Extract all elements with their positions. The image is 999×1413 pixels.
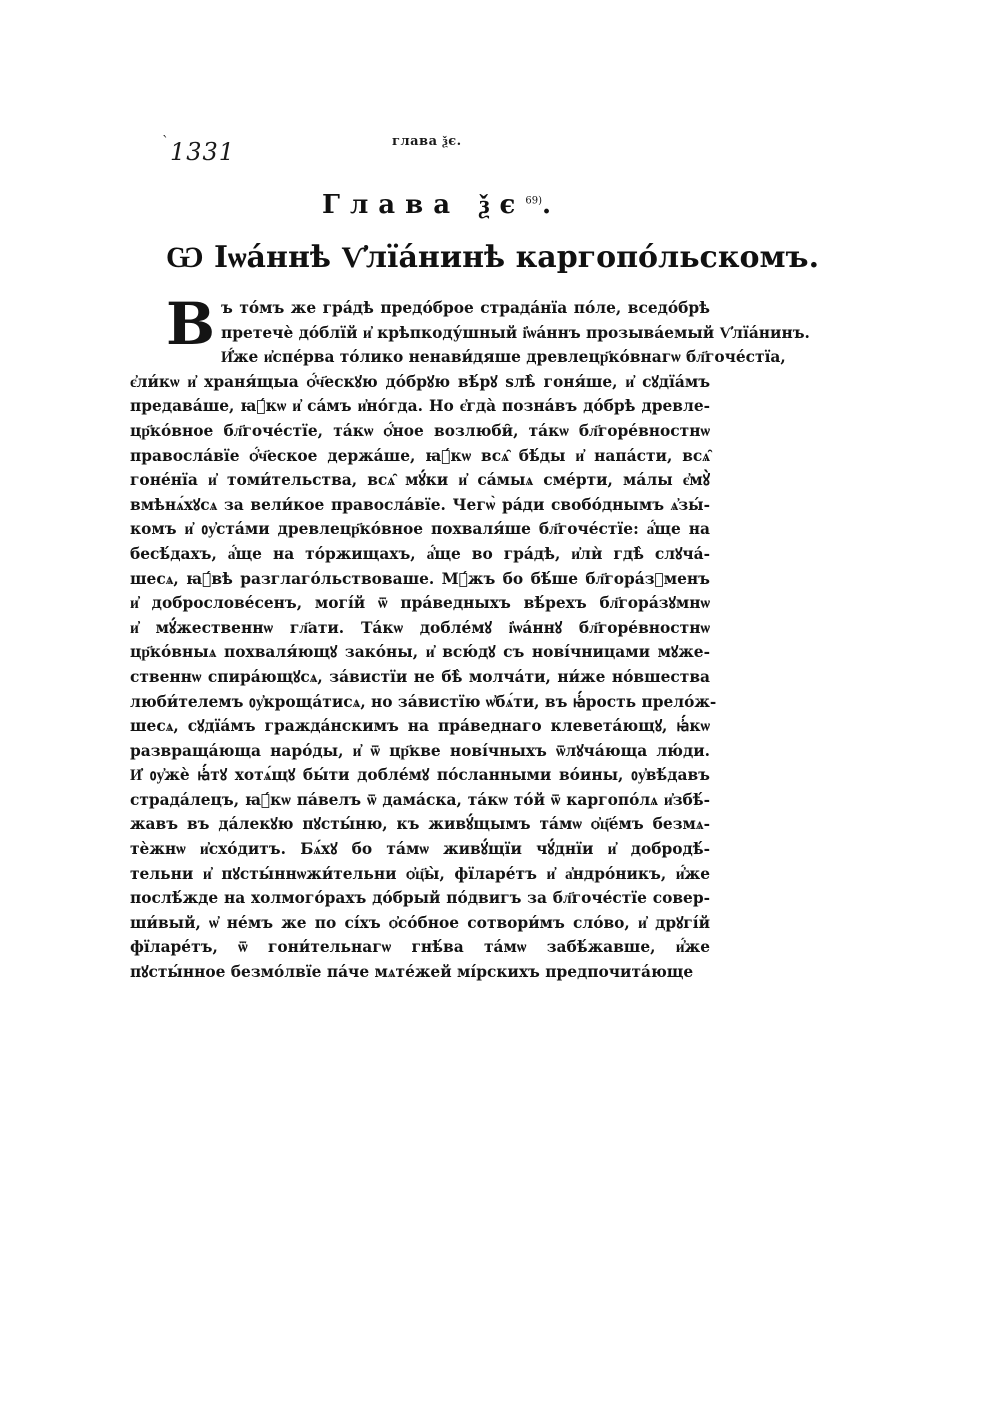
body-line: цр҃ко́вныѧ похваля́ющꙋ зако́ны, и҆ всю́дꙋ съ нові́чницами мꙋже- xyxy=(130,643,710,662)
page-number-value: 1331 xyxy=(170,138,236,166)
body-line: ши́вый, ѡ҆ не́мъ же по сі́хъ ѻ҆со́бное сотвори́мъ сло́во, и҆ дрꙋгі́й xyxy=(130,913,710,932)
drop-cap: В xyxy=(166,290,216,358)
body-line: правосла́вїе ѻ҆́ч҃еское держа́ше, ꙗ҆́кѡ всѧ̑ бѣ́ды и҆ напа́сти, всѧ̑ xyxy=(130,446,710,465)
chapter-heading-closing: . xyxy=(542,190,562,220)
page-number xyxy=(162,134,236,166)
chapter-heading xyxy=(322,190,561,220)
body-line: шесѧ, сꙋдїа́мъ гражда́нскимъ на пра́веднаго клевета́ющꙋ, ꙗ҆́кѡ xyxy=(130,717,710,736)
chapter-heading-text: Глава ѯє xyxy=(322,190,526,220)
body-line: претечѐ до́блїй и҆ крѣпкоду́шный і҆ѡа́ннъ прозыва́емый Ѵ҆лїа́нинъ. xyxy=(221,323,810,342)
body-line: цр҃ко́вное бл҃гоче́стїе, та́кѡ ѻ҆́ное возлюби̑, та́кѡ бл҃горе́вностнѡ xyxy=(130,421,710,440)
body-line: тельни и҆ пꙋсты́ннѡжи́тельни ѻ҆ц҃ы̀, фїларе́тъ и҆ а҆ндро́никъ, и҆́же xyxy=(130,864,710,883)
running-head: глава ѯє. xyxy=(392,134,462,149)
body-line: развраща́юща наро́ды, и҆ ѿ цр҃кве нові́чныхъ ѿлꙋча́юща лю́ди. xyxy=(130,741,710,760)
body-line: гоне́нїа и҆ томи́тельства, всѧ̑ мꙋ́ки и҆ са́мыѧ сме́рти, ма́лы є҆мꙋ̀ xyxy=(130,471,710,490)
body-line: бесѣ́дахъ, а҆́ще на то́ржищахъ, а҆́ще во гра́дѣ, и҆лѝ гдѣ̀ слꙋча́- xyxy=(130,544,710,563)
body-line: є҆ли́кѡ и҆ храня́щыа ѻ҆́ч҃ескꙋю до́брꙋю вѣ́рꙋ ѕлѣ̀ гоня́ше, и҆ сꙋдїа́мъ xyxy=(130,372,710,391)
body-line: люби́телемъ ᲂу҆кроща́тисѧ, но за́вистїю ѡ҆бѧ́ти, въ ꙗ҆́рость прело́ж- xyxy=(130,692,717,711)
body-line: ственнѡ спира́ющꙋсѧ, за́вистїи не бѣ̀ молча́ти, ни́же но́вшества xyxy=(130,667,710,686)
body-line: фїларе́тъ, ѿ гони́тельнагѡ гнѣ́ва та́мѡ забѣ́жавше, и҆́же xyxy=(130,938,710,957)
body-line: вмѣнѧ́хꙋсѧ за вели́кое правосла́вїе. Чегѡ̀ ра́ди свобо́днымъ ѧ҆зы́- xyxy=(130,495,710,514)
chapter-title: Ѡ Іѡа́ннѣ Ѵ҆лїа́нинѣ каргопо́льскомъ. xyxy=(166,240,820,275)
footnote-marker: 69) xyxy=(525,195,543,207)
body-line: страда́лецъ, ꙗ҆́кѡ па́велъ ѿ дама́ска, та́кѡ то́й ѿ каргопо́лѧ и҆збѣ́- xyxy=(130,790,710,809)
body-line: И҆ ᲂу҆жѐ ꙗ҆́тꙋ хотѧ́щꙋ бы́ти добле́мꙋ по́сланными во́ины, ᲂу҆вѣ́давъ xyxy=(130,766,710,785)
body-line: и҆ мꙋ́жественнѡ гл҃ати. Та́кѡ добле́мꙋ і҆ѡа́ннꙋ бл҃горе́вностнѡ xyxy=(130,618,710,637)
body-line: пꙋсты́нное безмо́лвїе па́че мѧте́жей мі́рскихъ предпочита́юще xyxy=(130,963,694,982)
body-line: шесѧ, ꙗ҆́вѣ разглаго́льствоваше. Мꙋ́жъ бо бѣ́ше бл҃гора́зꙋменъ xyxy=(130,569,710,588)
body-line: послѣ́жде на холмого́рахъ до́брый по́двигъ за бл҃гоче́стїе совер- xyxy=(130,889,710,908)
body-line: и҆ доброслове́сенъ, могі́й ѿ пра́ведныхъ вѣ́рехъ бл҃гора́зꙋмнѡ xyxy=(130,594,710,613)
body-text xyxy=(130,290,810,985)
body-line: комъ и҆ ᲂу҆ста́ми древлецр҃ко́вное похваля́ше бл҃гоче́стїе: а҆́ще на xyxy=(130,520,710,539)
body-line: предава́ше, ꙗ҆́кѡ и҆ са́мъ и҆но́гда. Но є҆гда̀ позна́въ до́брѣ древле- xyxy=(130,397,710,416)
body-line: И҆́же и҆спе́рва то́лико ненави́дяше древлецр҃ко́внагѡ бл҃гоче́стїа, xyxy=(221,348,786,367)
body-line: тѐжнѡ и҆схо́дитъ. Бѧ́хꙋ бо та́мѡ живꙋ́щїи чꙋ́днїи и҆ добродѣ́- xyxy=(130,840,710,859)
body-line: жавъ въ да́лекꙋю пꙋсты́ню, къ живꙋ́щымъ та́мѡ ѻ҆ц҃е́мъ безмѧ- xyxy=(130,815,710,834)
body-line: ъ то́мъ же гра́дѣ предо́брое страда́нїа по́ле, вседо́брѣ xyxy=(221,299,710,317)
page-number-tick: ` xyxy=(162,134,170,150)
